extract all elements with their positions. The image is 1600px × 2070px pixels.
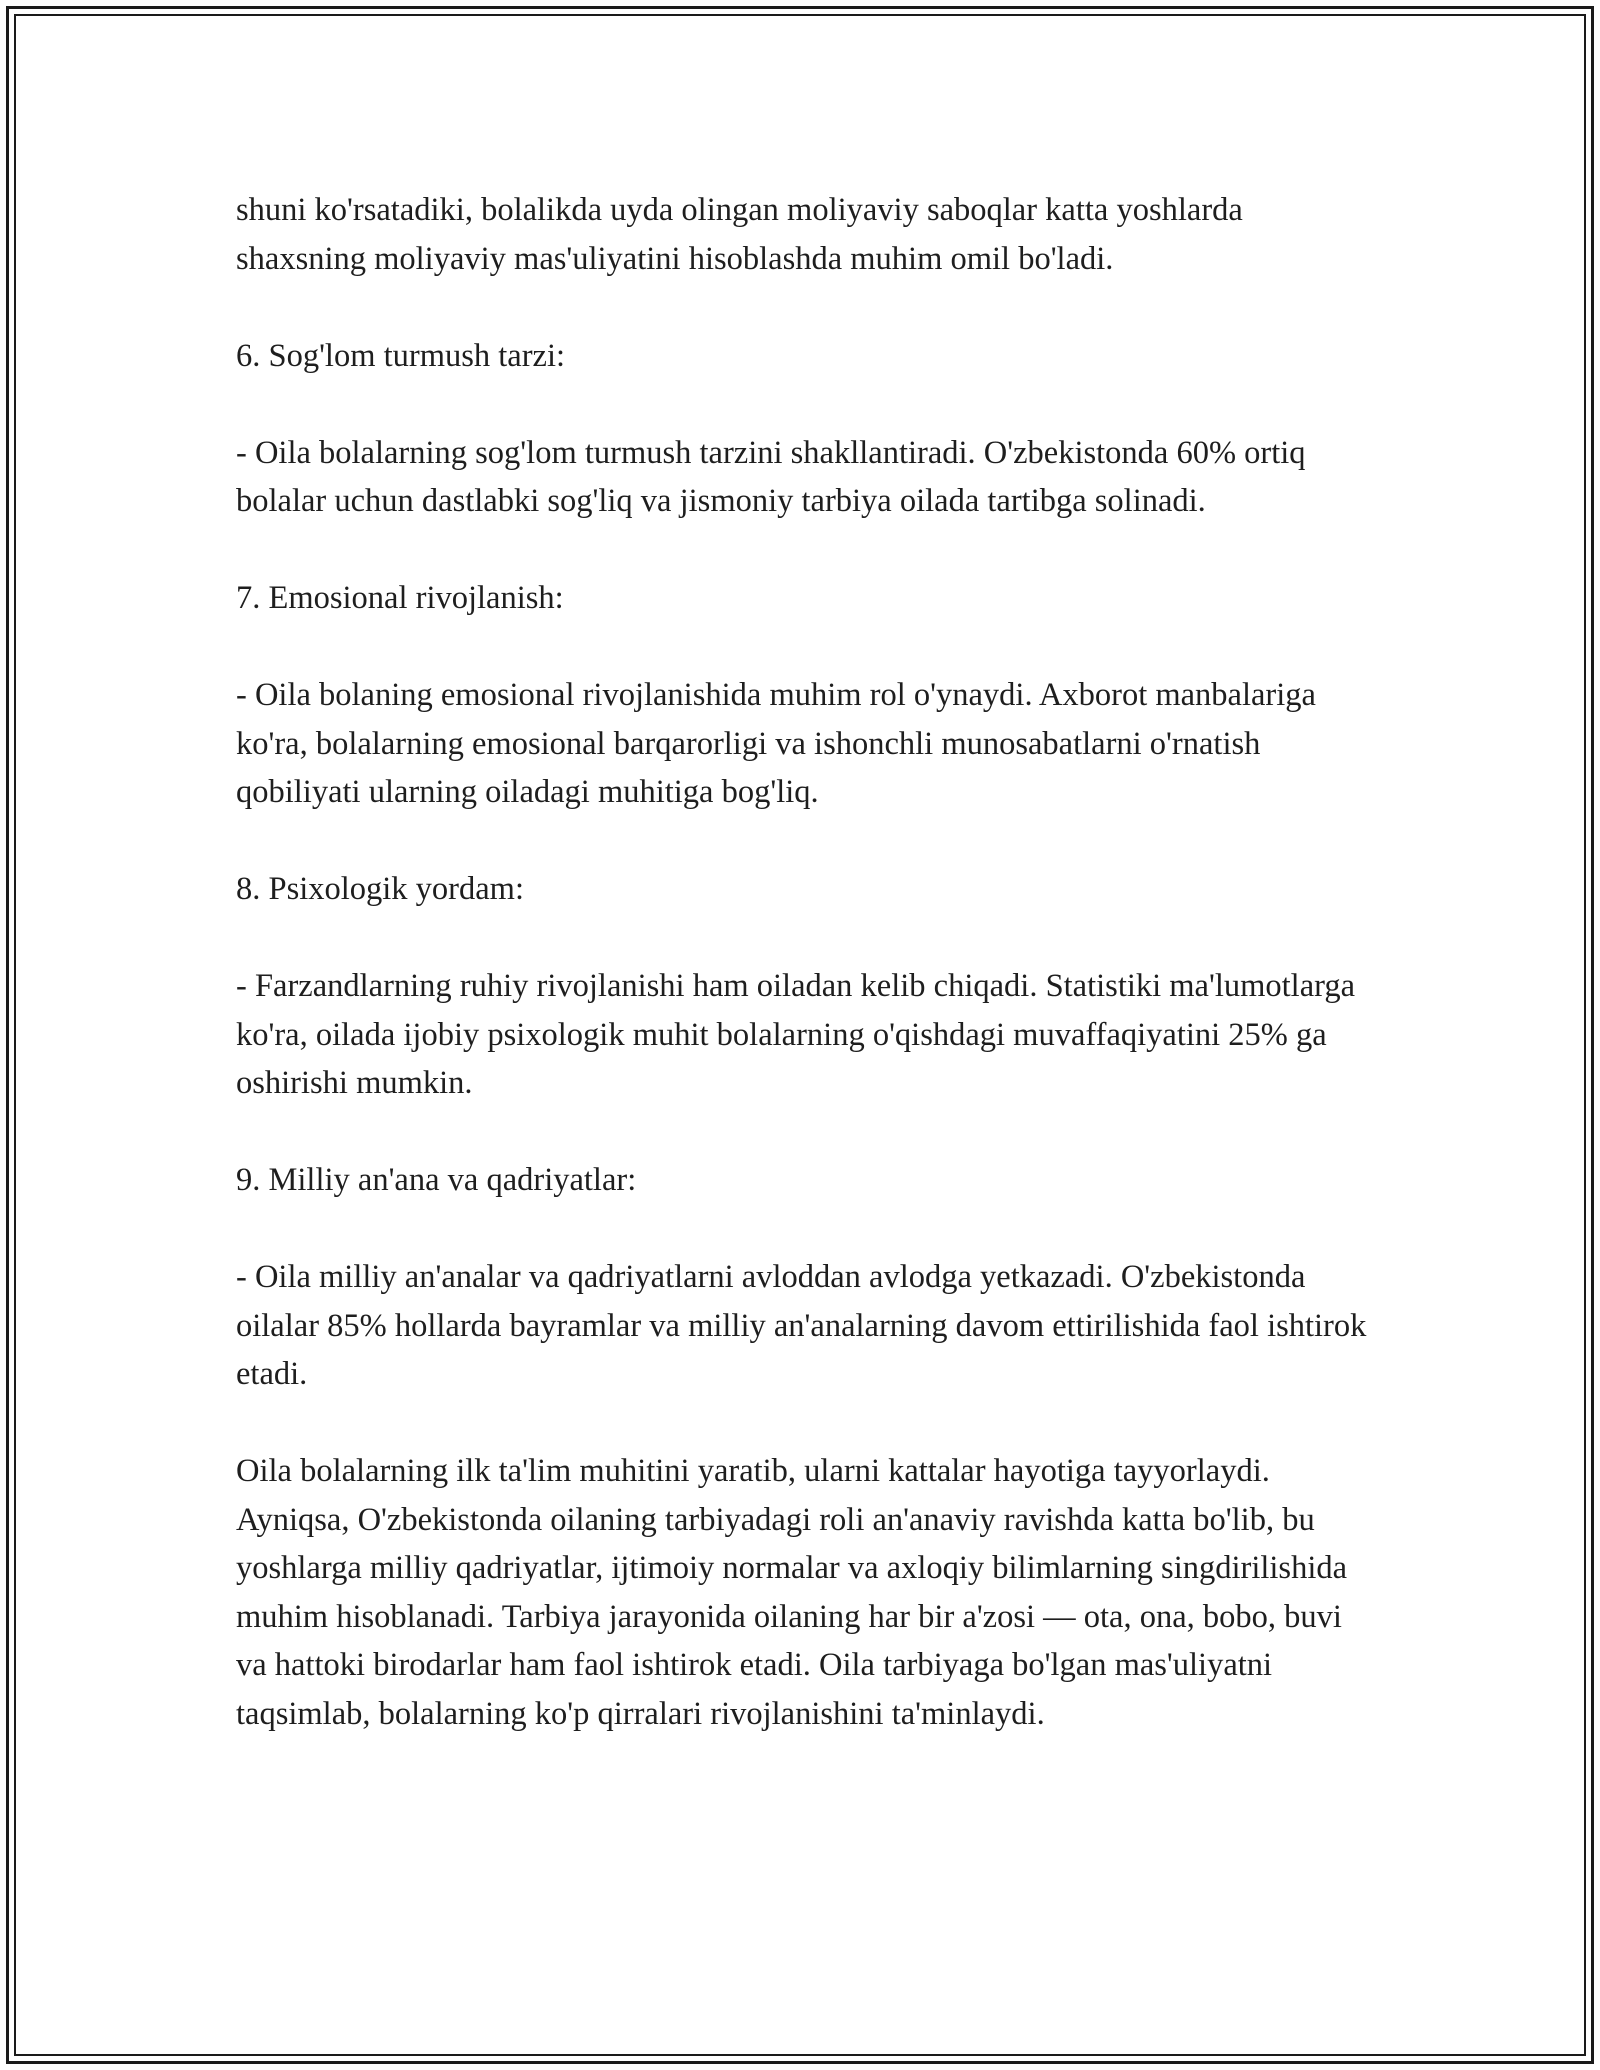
heading-healthy-lifestyle: 6. Sog'lom turmush tarzi:: [236, 337, 566, 374]
paragraph-psychological-support: - Farzandlarning ruhiy rivojlanishi ham oiladan kelib chiqadi. Statistiki ma'lumotlarga ko'ra, oilada ijobiy psixologik muhit bolalarning o'qishdagi muvaffaqiyatini 25% ga oshirishi mumkin.: [236, 968, 1356, 1101]
paragraph-emotional-development: - Oila bolaning emosional rivojlanishida muhim rol o'ynaydi. Axborot manbalariga ko'ra, bolalarning emosional barqarorligi va ishonchli munosabatlarni o'rnatish qobiliyati ularning oiladagi muhitiga bog'liq.: [236, 677, 1316, 810]
paragraph-healthy-lifestyle: - Oila bolalarning sog'lom turmush tarzini shakllantiradi. O'zbekistonda 60% ortiq bolalar uchun dastlabki sog'liq va jismoniy tarbiya oilada tartibga solinadi.: [236, 434, 1306, 519]
document-body: [236, 186, 1376, 1738]
heading-emotional-development: 7. Emosional rivojlanish:: [236, 580, 564, 616]
heading-national-traditions: 9. Milliy an'ana va qadriyatlar:: [236, 1162, 637, 1198]
paragraph-continuation: shuni ko'rsatadiki, bolalikda uyda olingan moliyaviy saboqlar katta yoshlarda shaxsning moliyaviy mas'uliyatini hisoblashda muhim omil bo'ladi.: [236, 192, 1243, 277]
paragraph-national-traditions: - Oila milliy an'analar va qadriyatlarni avloddan avlodga yetkazadi. O'zbekistonda oilalar 85% hollarda bayramlar va milliy an'analarning davom ettirilishida faol ishtirok etadi.: [236, 1259, 1367, 1392]
paragraph-conclusion: Oila bolalarning ilk ta'lim muhitini yaratib, ularni kattalar hayotiga tayyorlaydi. Ayniqsa, O'zbekistonda oilaning tarbiyadagi roli an'anaviy ravishda katta bo'lib, bu yoshlarga milliy qadriyatlar, ijtimoiy normalar va axloqiy bilimlarning singdirilishida muhim hisoblanadi. Tarbiya jarayonida oilaning har bir a'zosi — ota, ona, bobo, buvi va hattoki birodarlar ham faol ishtirok etadi. Oila tarbiyaga bo'lgan mas'uliyatni taqsimlab, bolalarning ko'p qirralari rivojlanishini ta'minlaydi.: [236, 1453, 1348, 1732]
heading-psychological-support: 8. Psixologik yordam:: [236, 871, 524, 907]
